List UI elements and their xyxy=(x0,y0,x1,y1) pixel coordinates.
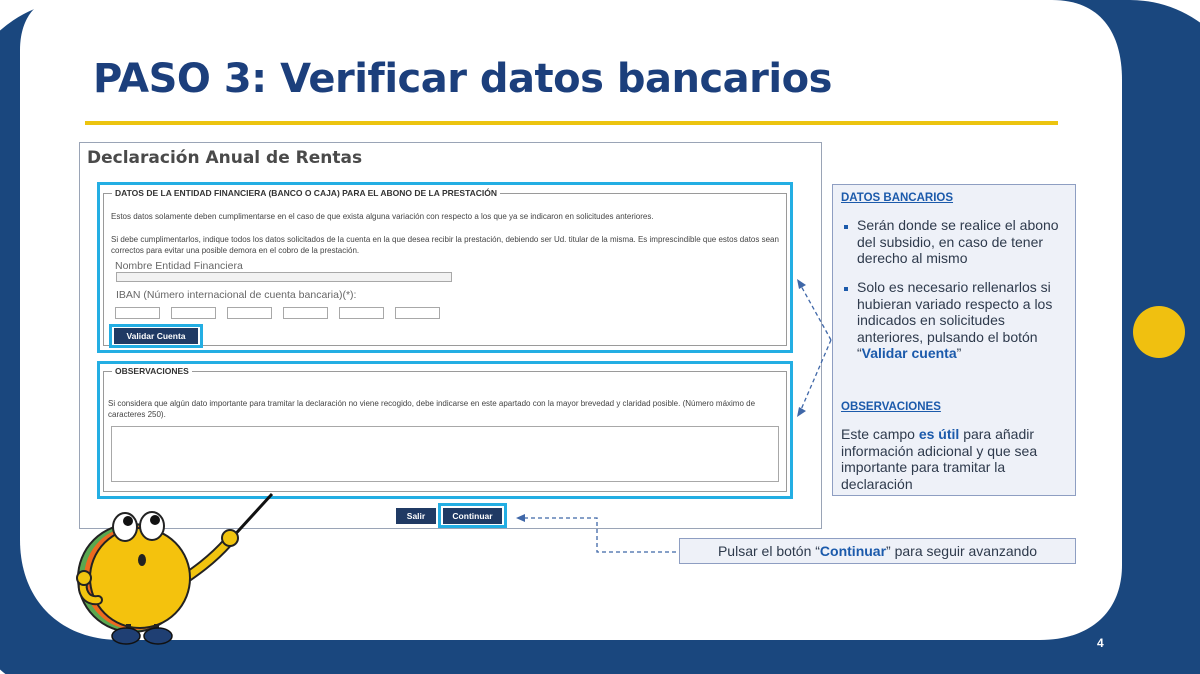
observations-help-text: Si considera que algún dato importante para tramitar la declaración no viene recogido, debe indicarse en este apartado con la mayor brevedad y claridad posible. (Número máximo de caracteres 250). xyxy=(108,399,756,419)
bullet-marker xyxy=(844,225,848,229)
exit-button[interactable]: Salir xyxy=(396,508,436,524)
entity-name-label: Nombre Entidad Financiera xyxy=(115,260,243,272)
note-strong: Continuar xyxy=(819,543,887,559)
bank-bullet-2 xyxy=(857,279,1067,362)
quote-close: ” xyxy=(956,345,962,361)
continue-button[interactable]: Continuar xyxy=(443,508,502,524)
page-number: 4 xyxy=(1097,636,1104,650)
validate-account-button[interactable]: Validar Cuenta xyxy=(114,328,198,344)
slide-title: PASO 3: Verificar datos bancarios xyxy=(93,56,832,102)
observations-description xyxy=(841,426,1063,492)
observations-heading: OBSERVACIONES xyxy=(841,401,941,413)
quote-open: “ xyxy=(857,345,862,361)
mascot-coin-character xyxy=(60,480,290,650)
obs-post: para añadir información adicional y que sea importante para tramitar la declaración xyxy=(841,426,1038,492)
form-title: Declaración Anual de Rentas xyxy=(87,148,363,168)
note-post: ” para seguir avanzando xyxy=(886,543,1038,559)
observations-legend: OBSERVACIONES xyxy=(112,366,192,376)
note-pre: Pulsar el botón “ xyxy=(717,543,820,559)
bank-bullet-1: Serán donde se realice el abono del subsidio, en caso de tener derecho al mismo xyxy=(857,217,1059,266)
bullet-2-text: Solo es necesario rellenarlos si hubieran variado respecto a los indicados en solicitudes anteriores, pulsando el botón xyxy=(857,279,1053,345)
bank-data-heading: DATOS BANCARIOS xyxy=(841,192,954,204)
iban-label: IBAN (Número internacional de cuenta bancaria)(*): xyxy=(116,289,357,301)
obs-pre: Este campo xyxy=(841,426,915,442)
continue-note xyxy=(679,538,1076,564)
bank-section-legend: DATOS DE LA ENTIDAD FINANCIERA (BANCO O CAJA) PARA EL ABONO DE LA PRESTACIÓN xyxy=(112,188,500,198)
obs-strong: es útil xyxy=(918,426,960,442)
bank-intro-text: Estos datos solamente deben cumplimentarse en el caso de que exista alguna variación con respecto a los que ya se indicaron en solicitudes anteriores. xyxy=(111,212,654,221)
bank-instructions-text: Si debe cumplimentarlos, indique todos los datos solicitados de la cuenta en la que desea recibir la prestación, debiendo ser Ud. titular de la misma. Es imprescindible que estos datos sean correctos para evitar una posible demora en el cobro de la prestación. xyxy=(111,235,779,255)
bullet-marker xyxy=(844,287,848,291)
validate-account-mention: Validar cuenta xyxy=(861,345,957,361)
